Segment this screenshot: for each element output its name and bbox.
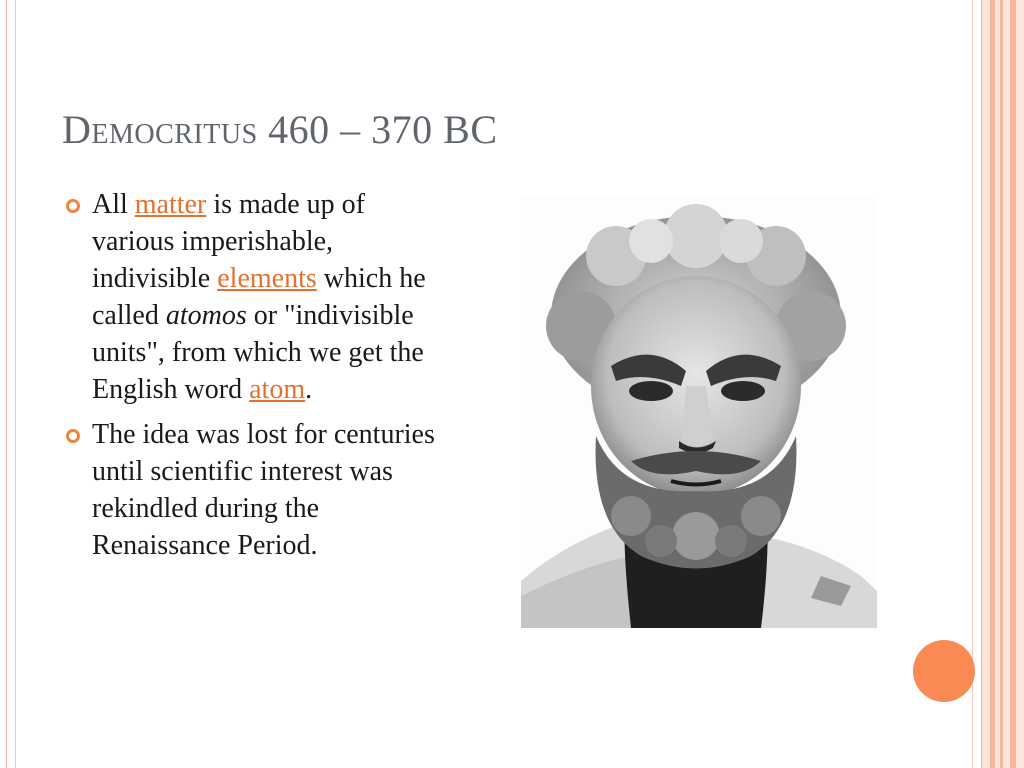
side-stripe [990, 0, 995, 768]
bullet-text: All [92, 189, 135, 220]
democritus-bust-image [521, 196, 877, 628]
bullet-list [64, 186, 454, 572]
elements-link[interactable]: elements [217, 263, 317, 294]
slide-title: Democritus 460 – 370 BC [62, 107, 498, 152]
side-decorative-band [982, 0, 1024, 768]
bullet-text: . [305, 374, 313, 405]
decorative-orange-circle [913, 640, 975, 702]
matter-link[interactable]: matter [134, 189, 207, 220]
side-stripe [1000, 0, 1003, 768]
bullet-item [64, 416, 454, 564]
bullet-item [64, 186, 454, 408]
side-stripe [1010, 0, 1016, 768]
bullet-text: is made up of various imperishable, indivisible [92, 189, 365, 294]
bullet-text: The idea was lost for centuries until scientific interest was rekindled during the Renaissance Period. [92, 419, 435, 561]
atomos-term: atomos [165, 300, 247, 331]
bullet-circle-icon [66, 199, 80, 213]
bullet-text: which he called [92, 263, 426, 331]
bullet-circle-icon [66, 429, 80, 443]
bullet-text: or "indivisible units", from which we get the English word [92, 300, 424, 405]
atom-link[interactable]: atom [249, 374, 306, 405]
